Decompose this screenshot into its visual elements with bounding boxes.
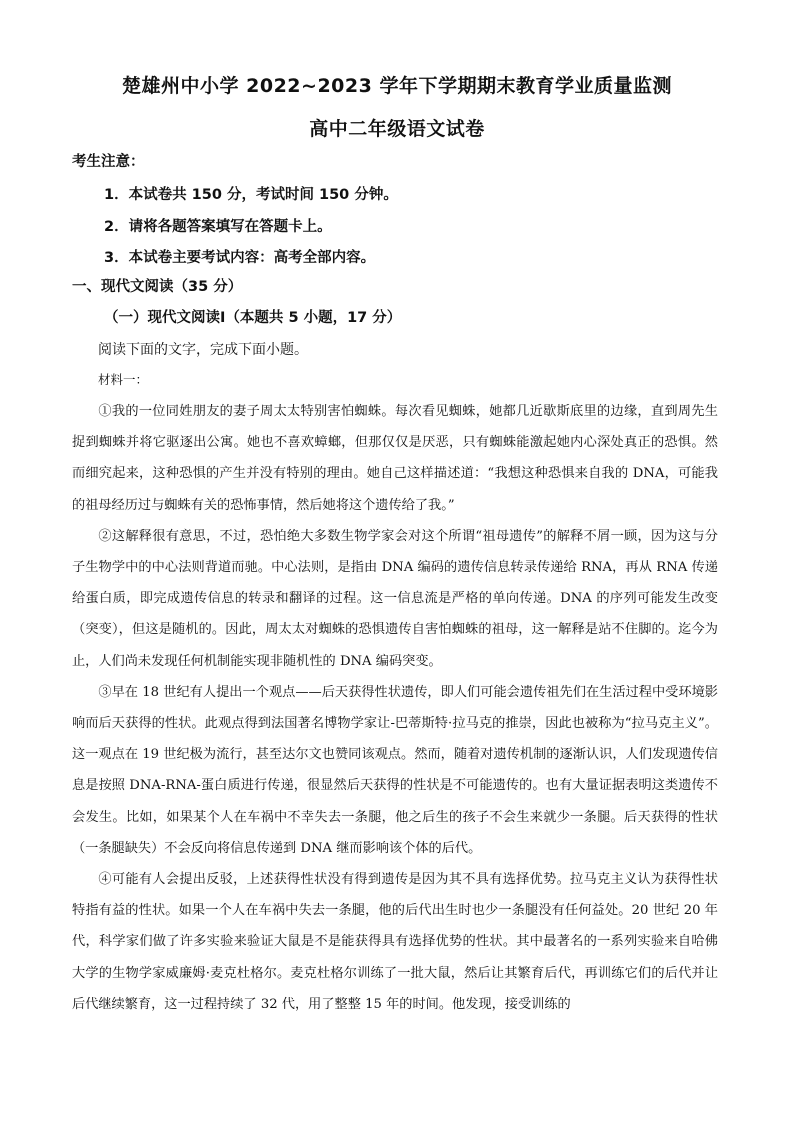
reading-instruction: 阅读下面的文字，完成下面小题。 [98,342,308,358]
passage-paragraph: ②这解释很有意思，不过，恐怕绝大多数生物学家会对这个所谓“祖母遗传”的解释不屑一顾，因为这与分子生物学中的中心法则背道而驰。中心法则，是指由 DNA 编码的遗传信息转录传递给 RNA，再从 RNA 传递给蛋白质，即完成遗传信息的转录和翻译的过程。这一信息流是严格的单向传递。DNA 的序列可能发生改变（突变），但这是随机的。因此，周太太对蜘蛛的恐惧遗传自害怕蜘蛛的祖母，这一解释是站不住脚的。迄今为止，人们尚未发现任何机制能实现非随机性的 DNA 编码突变。 [72,528,718,669]
passage-paragraph: ④可能有人会提出反驳，上述获得性状没有得到遗传是因为其不具有选择优势。拉马克主义认为获得性状特指有益的性状。如果一个人在车祸中失去一条腿，他的后代出生时也少一条腿没有任何益处。20 世纪 20 年代，科学家们做了许多实验来验证大鼠是不是能获得具有选择优势的性状。其中最著名的一系列实验来自哈佛大学的生物学家威廉姆·麦克杜格尔。麦克杜格尔训练了一批大鼠，然后让其繁育后代，再训练它们的后代并让后代继续繁育，这一过程持续了 32 代，用了整整 15 年的时间。他发现，接受训练的 [72,872,718,1012]
section-title: 一、现代文阅读（35 分） [72,279,243,295]
subsection-title: （一）现代文阅读Ⅰ（本题共 5 小题，17 分） [104,310,402,326]
reading-passage [72,396,718,1020]
exam-title: 楚雄州中小学 2022~2023 学年下学期期末教育学业质量监测 [122,75,672,97]
passage-paragraph: ③早在 18 世纪有人提出一个观点——后天获得性状遗传，即人们可能会遗传祖先们在生活过程中受环境影响而后天获得的性状。此观点得到法国著名博物学家让-巴蒂斯特·拉马克的推崇，因此也被称为“拉马克主义”。这一观点在 19 世纪极为流行，甚至达尔文也赞同该观点。然而，随着对遗传机制的逐渐认识，人们发现遗传信息是按照 DNA-RNA-蛋白质进行传递，很显然后天获得的性状是不可能遗传的。也有大量证据表明这类遗传不会发生。比如，如果某个人在车祸中不幸失去一条腿，他之后生的孩子不会生来就少一条腿。后天获得的性状（一条腿缺失）不会反向将信息传递到 DNA 继而影响该个体的后代。 [72,684,718,856]
passage-paragraph: ①我的一位同姓朋友的妻子周太太特别害怕蜘蛛。每次看见蜘蛛，她都几近歇斯底里的边缘，直到周先生捉到蜘蛛并将它驱逐出公寓。她也不喜欢蟑螂，但那仅仅是厌恶，只有蜘蛛能激起她内心深处真正的恐惧。然而细究起来，这种恐惧的产生并没有特别的理由。她自己这样描述道：“我想这种恐惧来自我的 DNA，可能我的祖母经历过与蜘蛛有关的恐怖事情，然后她将这个遗传给了我。” [72,404,718,513]
notice-item: 2．请将各题答案填写在答题卡上。 [104,219,332,235]
exam-subtitle: 高中二年级语文试卷 [309,118,485,140]
notice-item: 3．本试卷主要考试内容：高考全部内容。 [104,250,376,266]
notice-item: 1．本试卷共 150 分，考试时间 150 分钟。 [104,187,398,203]
material-label: 材料一： [98,372,149,387]
notice-heading: 考生注意： [72,154,145,170]
